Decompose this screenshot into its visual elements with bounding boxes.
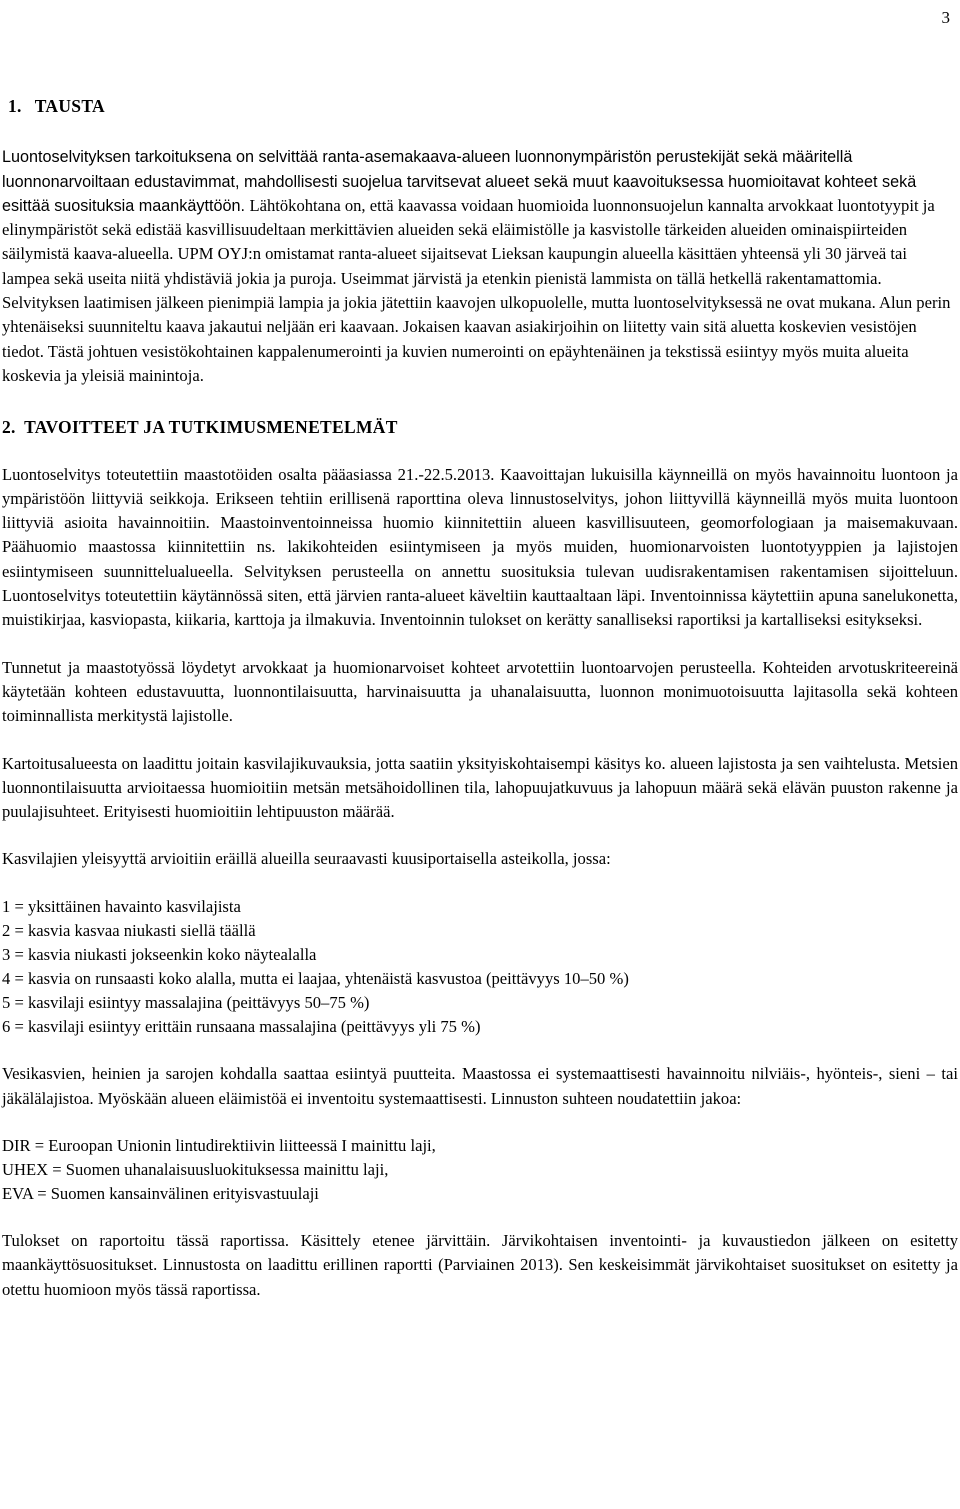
section-2-title: TAVOITTEET JA TUTKIMUSMENETELMÄT xyxy=(24,417,398,438)
list-item: UHEX = Suomen uhanalaisuusluokituksessa mainittu laji, xyxy=(2,1159,389,1179)
scale-intro: Kasvilajien yleisyyttä arvioitiin eräillä alueilla seuraavasti kuusiportaisella asteikolla, jossa: xyxy=(2,849,611,869)
section-2-number: 2. xyxy=(2,417,16,438)
list-item: 5 = kasvilaji esiintyy massalajina (peittävyys 50–75 %) xyxy=(2,993,370,1013)
list-item: 1 = yksittäinen havainto kasvilajista xyxy=(2,896,241,916)
abundance-scale-list xyxy=(2,895,958,1040)
document-body xyxy=(2,94,958,1302)
section-1-number: 1. xyxy=(8,96,22,116)
list-item: 4 = kasvia on runsaasti koko alalla, mutta ei laajaa, yhtenäistä kasvustoa (peittävyys 10–50 %) xyxy=(2,969,629,988)
species-paragraph: Kartoitusalueesta on laadittu joitain kasvilajikuvauksia, jotta saatiin yksityiskohtaisempi käsitys ko. alueen lajistosta ja sen vaihtelusta. Metsien luonnontilaisuutta arvioitaessa huomioitiin metsän metsähoidollinen tila, lahopuujatkuvuus ja lahopuun määrä sekä elävän puuston rakenne ja puulajisuhteet. Erityisesti huomioitiin lehtipuuston määrää. xyxy=(2,753,958,822)
section-1-body: Lähtökohtana on, että kaavassa voidaan huomioida luonnonsuojelun kannalta arvokkaat luontotyypit ja elinympäristöt sekä edistää kasvillisuudeltaan merkittävien alueiden sekä eläimistölle ja kasvistolle tärkeiden alueiden ominaispiirteiden säilymistä kaava-alueella. UPM OYJ:n omistamat ranta-alueet sijaitsevat Lieksan kaupungin alueella käsittäen yhteensä yli 30 järveä tai lampea sekä useita niitä yhdistäviä jokia ja puroja. Useimmat järvistä ja etenkin pienistä lammista on tällä hetkellä rakentamattomia. Selvityksen laatimisen jälkeen pienimpiä lampia ja jokia jätettiin kaavojen ulkopuolelle, mutta luontoselvityksessä ne ovat mukana. Alun perin yhtenäiseksi suunniteltu kaava jakautui neljään eri kaavaan. Jokaisen kaavan asiakirjoihin on liitetty vain sitä aluetta koskevien vesistöjen tiedot. Tästä johtuen vesistökohtainen kappalenumerointi ja kuvien numerointi on epäyhtenäinen ja tekstissä esiintyy myös muita alueita koskevia ja yleisiä mainintoja. xyxy=(2,195,951,385)
section-1-title: TAUSTA xyxy=(34,96,105,116)
section-1-heading xyxy=(8,94,958,118)
list-item: EVA = Suomen kansainvälinen erityisvastuulaji xyxy=(2,1184,319,1204)
section-1-intro: Luontoselvityksen tarkoituksena on selvittää ranta-asemakaava-alueen luonnonympäristön perustekijät sekä määritellä luonnonarvoiltaan edustavimmat, mahdollisesti suojelua tarvitsevat alueet sekä muut kaavoituksessa huomioitavat kohteet sekä esittää suosituksia maankäyttöön. xyxy=(2,148,917,215)
section-2-heading xyxy=(2,415,958,439)
list-item: 6 = kasvilaji esiintyy erittäin runsaana massalajina (peittävyys yli 75 %) xyxy=(2,1017,481,1037)
page-number: 3 xyxy=(941,8,950,27)
bird-code-list xyxy=(2,1134,958,1206)
valuation-paragraph: Tunnetut ja maastotyössä löydetyt arvokkaat ja huomionarvoiset kohteet arvotettiin luontoarvojen perusteella. Kohteiden arvotuskriteereinä käytetään kohteen edustavuutta, luonnontilaisuutta, harvinaisuutta ja uhanalaisuutta, luonnon monimuotoisuutta lajitasolla sekä kohteen toiminnallista merkitystä lajistolle. xyxy=(2,657,958,726)
closing-paragraph: Tulokset on raportoitu tässä raportissa. Käsittely etenee järvittäin. Järvikohtaisen inventointi- ja kuvaustiedon jälkeen on esitetty maankäyttösuositukset. Linnustosta on laadittu erillinen raportti (Parviainen 2013). Sen keskeisimmät järvikohtaiset suositukset on esitetty ja otettu huomioon myös tässä raportissa. xyxy=(2,1231,958,1299)
list-item: DIR = Euroopan Unionin lintudirektiivin liitteessä I mainittu laji, xyxy=(2,1135,436,1155)
methods-paragraph: Luontoselvitys toteutettiin maastotöiden osalta pääasiassa 21.-22.5.2013. Kaavoittajan lukuisilla käynneillä on myös havainnoitu luontoon ja ympäristöön liittyviä seikkoja. Erikseen tehtiin erillisenä raporttina oleva linnustoselvitys, johon liittyvillä käynneillä myös muita luontoon liittyviä asioita havainnoitiin. Maastoinventoinneissa huomio kiinnitettiin alueen kasvillisuuteen, geomorfologiaan ja maisemakuvaan. Päähuomio maastossa kiinnitettiin ns. lakikohteiden esiintymiseen ja myös muiden, huomionarvoisten luontotyyppien ja lajistojen esiintymiseen suunnittelualueella. Selvityksen perusteella on annettu suosituksia tulevan uudisrakentamisen rakentamisen sijoitteluun. Luontoselvitys toteutettiin käytännössä siten, että järvien ranta-alueet käveltiin kauttaaltaan läpi. Inventoinnissa käytettiin apuna sanelukonetta, muistikirjaa, kasviopasta, kiikaria, karttoja ja ilmakuvia. Inventoinnin tulokset on kerätty sanalliseksi raportiksi ja kartalliseksi esitykseksi. xyxy=(2,464,958,630)
limitations-paragraph: Vesikasvien, heinien ja sarojen kohdalla saattaa esiintyä puutteita. Maastossa ei systemaattisesti havainnoitu nilviäis-, hyönteis-, sieni – tai jäkälälajistoa. Myöskään alueen eläimistöä ei inventoitu systemaattisesti. Linnuston suhteen noudatettiin jakoa: xyxy=(2,1064,958,1108)
list-item: 2 = kasvia kasvaa niukasti siellä täällä xyxy=(2,920,256,940)
list-item: 3 = kasvia niukasti jokseenkin koko näytealalla xyxy=(2,944,317,964)
